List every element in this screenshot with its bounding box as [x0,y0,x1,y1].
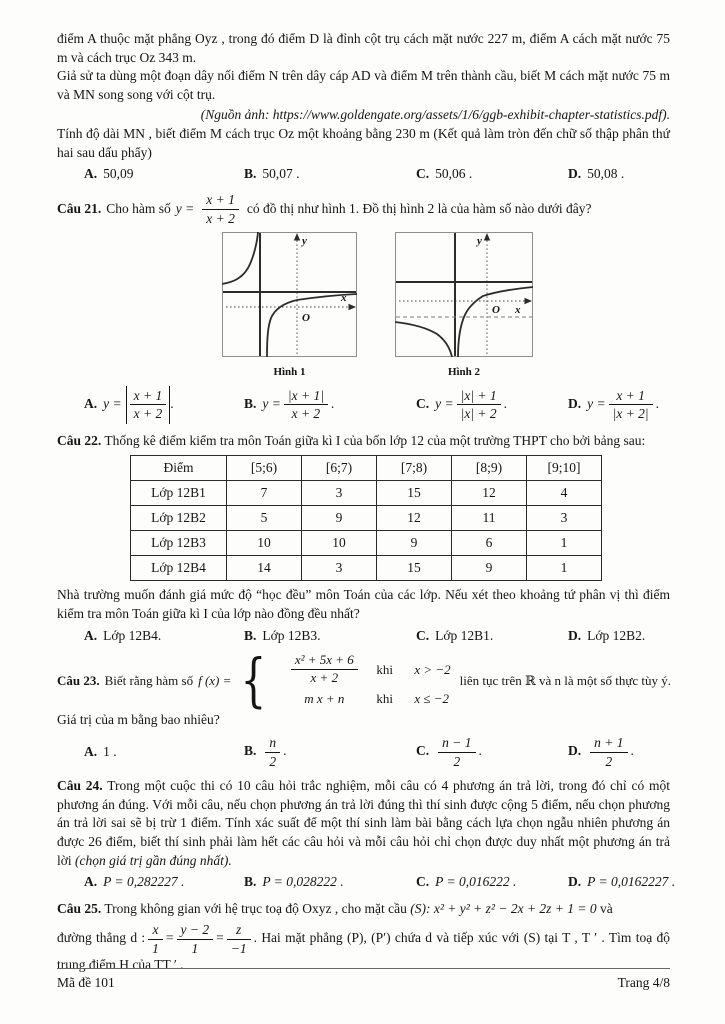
fig2-caption: Hình 2 [447,365,481,378]
abs-bar [126,386,127,424]
q25-line1: Câu 25. Trong không gian với hệ trục toạ độ Oxyz , cho mặt cầu (S): x² + y² + z² − 2x + 2z + 1 = 0 và [57,900,613,916]
q21-options [57,386,670,424]
q24-option-a: A. P = 0,282227 . [84,874,185,890]
q23-options [57,735,670,769]
piecewise-brace: { [240,646,267,715]
fig1-plot [222,232,357,357]
fig1-origin-label: O [302,312,310,325]
q20-paragraph-2: Giả sử ta dùng một đoạn dây nối điểm N trên dây cáp AD và điểm M trên thành cầu, biết M cách mặt nước 75 m và MN song song với cột trụ. [57,68,670,102]
q23-option-d: D. $\frac{n + 1}{2}$ . [568,735,634,769]
q23-option-a: A. 1 . [84,743,117,759]
fig2-x-label: x [515,304,521,317]
question-22 [57,432,670,646]
q20-option-c: C. 50,06 . [416,166,473,182]
table-row: Lớp 12B4 14 3 15 9 1 [131,556,602,581]
q22-option-d: D. Lớp 12B2. [568,627,646,643]
q25-frac-2: $\frac{y - 2}{1}$ [177,922,214,956]
q21-option-d: D. y = $\frac{x + 1}{|x + 2|}$ . [568,387,660,422]
table-row: Lớp 12B2 5 9 12 11 3 [131,506,602,531]
q20-option-a: A. 50,09 [84,166,134,182]
q23-piecewise-function: { $\frac{\text{x² + 5x + 6}}{x + 2}$ khi x > −2 m x + n khi x ≤ −2 [240,646,451,715]
q22-statement: Câu 22. Thống kê điểm kiểm tra môn Toán giữa kì I của bốn lớp 12 của một trường THPT cho bởi bảng sau: [57,432,646,448]
q23-question-line: Giá trị của m bằng bao nhiêu? [57,712,220,728]
q25-label: Câu 25. [57,900,102,916]
q24-option-c: C. P = 0,016222 . [416,874,517,890]
q22-option-b: B. Lớp 12B3. [244,627,321,643]
fig2-y-label: y [477,235,482,248]
q21-option-c: C. y = $\frac{|x| + 1}{|x| + 2}$ . [416,387,508,422]
fig2-y-arrow-icon [484,233,490,241]
q24-option-d: D. P = 0,0162227 . [568,874,676,890]
question-20-tail [57,30,670,184]
fig2-curve-left [395,322,452,357]
fig2-x-arrow-icon [525,298,533,304]
question-24 [57,777,676,892]
exam-code: Mã đề 101 [57,975,115,990]
q25-line2: đường thẳng d : $\frac{x}{1}$ = $\frac{y - 2}{1}$ = $\frac{z}{-1}$ . Hai mặt phẳng (P), (P′) chứa d và tiếp xúc với (S) tại T , T ′ . Tìm toạ độ trung điểm H của TT ′ . [57,922,670,973]
q21-fraction: $\frac{x + 1}{x + 2}$ [202,192,239,226]
q22-option-c: C. Lớp 12B1. [416,627,494,643]
score-table [130,455,602,581]
fig1-caption: Hình 1 [273,365,306,378]
fig2-border [396,233,533,357]
question-21 [57,192,670,424]
q24-label: Câu 24. [57,778,103,794]
fig1-x-arrow-icon [349,304,357,310]
q25-sphere-equation: (S): x² + y² + z² − 2x + 2z + 1 = 0 [410,900,597,916]
q21-option-a: A. y = $\frac{x + 1}{x + 2}$ . [84,386,244,424]
page-footer [57,968,670,993]
q23-option-c: C. $\frac{n - 1}{2}$ . [416,735,482,769]
q21-label: Câu 21. [57,200,102,216]
q21-option-b: B. y = $\frac{|x + 1|}{x + 2}$ . [244,387,335,422]
q20-paragraph-1: điểm A thuộc mặt phẳng Oyz , trong đó điểm D là đỉnh cột trụ cách mặt nước 227 m, điểm A cách mặt nước 75 m và cách trục Oz 343 m. [57,31,670,65]
q25-frac-3: $\frac{z}{-1}$ [227,922,251,956]
fig2-plot [395,232,533,357]
table-row: Lớp 12B1 7 3 15 12 4 [131,481,602,506]
fig1-x-label: x [341,292,347,305]
q25-frac-1: $\frac{x}{1}$ [148,922,163,956]
q20-source-citation: (Nguồn ảnh: https://www.goldengate.org/assets/1/6/ggb-exhibit-chapter-statistics.pdf). [200,106,670,122]
q24-option-b: B. P = 0,028222 . [244,874,344,890]
q24-statement: Câu 24. Trong một cuộc thi có 10 câu hỏi trắc nghiệm, mỗi câu có 4 phương án trả lời, trong đó chỉ có một phương án đúng. Với mỗi câu, nếu chọn phương án trả lời đúng thì thí sinh được cộng 5 điểm, nếu chọn phương án trả lời sai sẽ bị trừ 1 điểm. Tính xác suất để một thí sinh làm bài bằng cách lựa chọn ngẫu nhiên phương án được 26 điểm, biết thí sinh phải làm hết các câu hỏi và mỗi câu hỏi chỉ chọn được duy nhất một phương án trả lời (chọn giá trị gần đúng nhất). [57,778,670,868]
table-header-row: Điểm [5;6) [6;7) [7;8) [8;9) [9;10] [131,456,602,481]
table-row: Lớp 12B3 10 10 9 6 1 [131,531,602,556]
q24-options [57,873,676,892]
q21-figures [222,232,670,380]
q22-options [57,627,670,646]
footer-page-number: Trang 4/8 [617,975,670,990]
q20-paragraph-3: Tính độ dài MN , biết điểm M cách trục Oz một khoảng bằng 230 m (Kết quả làm tròn đến chữ số thập phân thứ hai sau dấu phẩy) [57,126,670,160]
q20-option-b: B. 50,07 . [244,166,300,182]
q22-after-text: Nhà trường muốn đánh giá mức độ “học đều” môn Toán của các lớp. Nếu xét theo khoảng tứ phân vị thì điểm kiểm tra môn Toán giữa kì I của lớp nào đồng đều nhất? [57,587,670,622]
q23-option-b: B. $\frac{n}{2}$ . [244,735,287,769]
question-23 [57,646,672,769]
fig2-curve-right [458,287,533,357]
fig2-origin-label: O [492,304,500,317]
q22-option-a: A. Lớp 12B4. [84,627,162,643]
q20-option-d: D. 50,08 . [568,166,625,182]
question-25 [57,900,670,975]
q23-statement: Câu 23. Biết rằng hàm số f (x) = { $\frac{\text{x² + 5x + 6}}{x + 2}$ khi x > −2 m x + n khi x ≤ −2 liên tục trên ℝ và n là một số thực tùy ý. [57,646,672,715]
q23-label: Câu 23. [57,672,100,688]
fig1-y-label: y [302,235,307,248]
q22-label: Câu 22. [57,432,102,448]
q20-options [57,165,670,184]
figure-hinh-1 [222,232,357,380]
figure-hinh-2 [395,232,533,380]
fig1-y-arrow-icon [294,233,300,241]
fig1-curve-left [222,232,258,284]
q21-statement: Câu 21. Cho hàm số y = $\frac{x + 1}{x + 2}$ có đồ thị như hình 1. Đồ thị hình 2 là của hàm số nào dưới đây? [57,192,592,226]
